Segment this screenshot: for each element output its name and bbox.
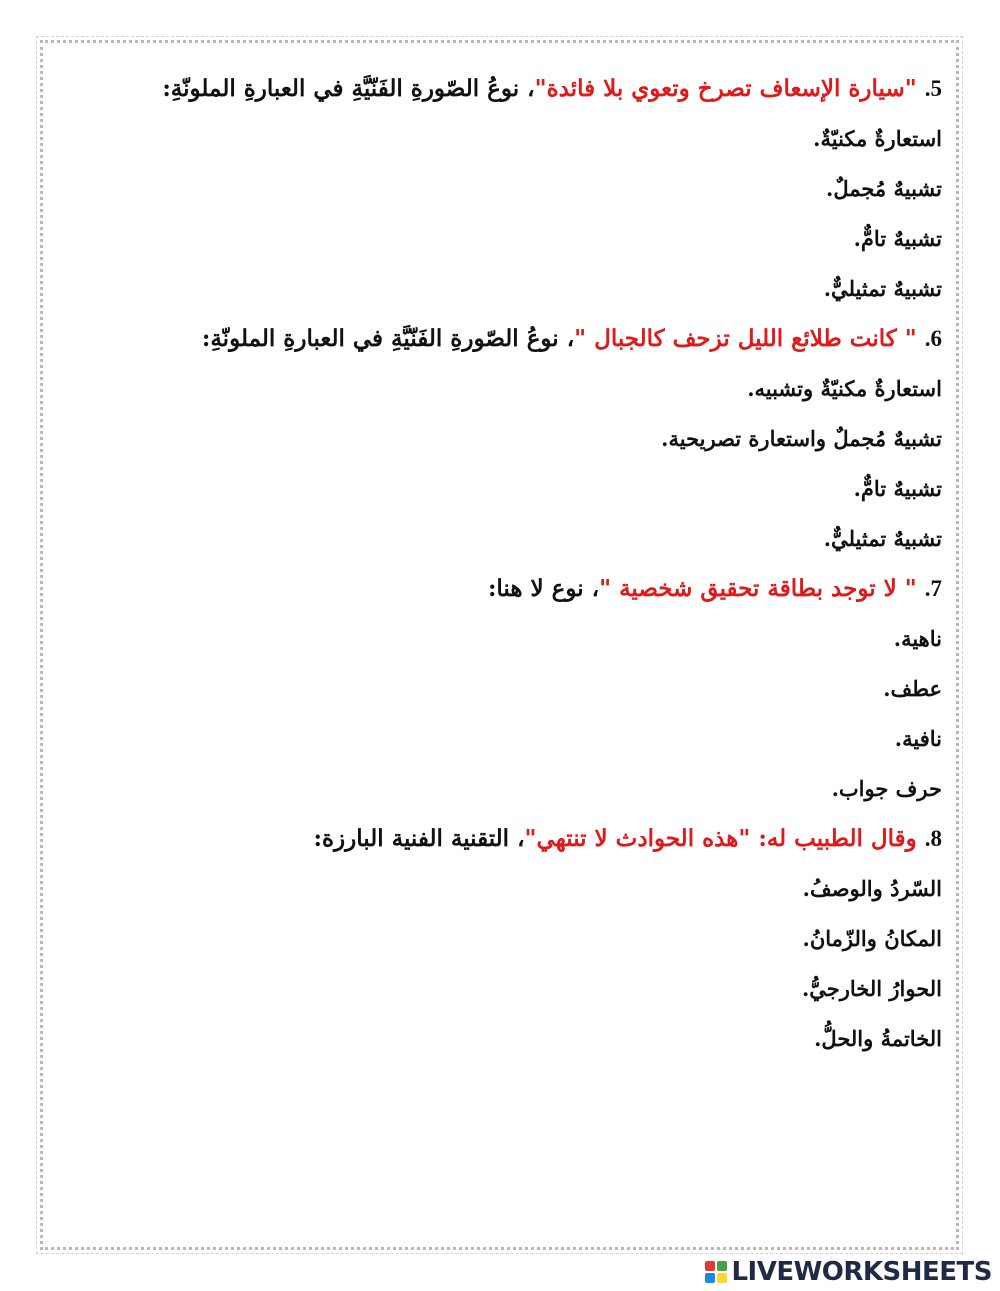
logo-text-live: LIVE <box>731 1257 794 1287</box>
answer-option[interactable]: نافية. <box>894 726 942 751</box>
answer-option[interactable]: تشبيهٌ مُجملٌ واستعارة تصريحية. <box>661 426 942 451</box>
answer-option[interactable]: المكانُ والزّمانُ. <box>802 926 942 951</box>
answer-option[interactable]: تشبيهٌ تمثيليٌّ. <box>823 526 942 551</box>
question-text: ، التقنية الفنية البارزة: <box>313 825 525 852</box>
answer-option[interactable]: حرف جواب. <box>831 776 942 801</box>
logo-square <box>717 1273 727 1283</box>
answer-option[interactable]: تشبيهٌ تامٌّ. <box>853 226 942 251</box>
answer-option[interactable]: الخاتمةُ والحلُّ. <box>814 1026 942 1051</box>
question-number: 8. <box>924 826 942 851</box>
answer-option[interactable]: تشبيهٌ تمثيليٌّ. <box>823 276 942 301</box>
answer-option[interactable]: تشبيهٌ تامٌّ. <box>853 476 942 501</box>
question-text: ، نوع لا هنا: <box>487 575 600 602</box>
question-number: 5. <box>924 76 942 101</box>
answer-option[interactable]: استعارةٌ مكنيّةٌ وتشبيه. <box>747 376 942 401</box>
question-6 <box>60 314 942 364</box>
question-highlight: وقال الطبيب له: "هذه الحوادث لا تنتهي" <box>524 825 917 852</box>
answer-option[interactable]: السّردُ والوصفُ. <box>802 876 942 901</box>
answer-option[interactable]: استعارةٌ مكنيّةٌ. <box>813 126 942 151</box>
logo-square <box>705 1273 715 1283</box>
logo-square <box>717 1261 727 1271</box>
logo-text-worksheets: WORKSHEETS <box>793 1257 992 1287</box>
question-highlight: " كانت طلائع الليل تزحف كالجبال " <box>574 325 917 352</box>
question-7 <box>60 564 942 614</box>
logo-square <box>705 1261 715 1271</box>
question-text: ، نوعُ الصّورةِ الفَنّيَّةِ في العبارةِ الملونّةِ: <box>162 75 535 102</box>
question-number: 7. <box>924 576 942 601</box>
question-highlight: " لا توجد بطاقة تحقيق شخصية " <box>599 575 917 602</box>
liveworksheets-logo[interactable] <box>705 1256 992 1288</box>
answer-option[interactable]: الحوارُ الخارجيُّ. <box>801 976 942 1001</box>
liveworksheets-logo-icon <box>705 1261 727 1283</box>
question-5 <box>60 64 942 114</box>
question-8 <box>60 814 942 864</box>
answer-option[interactable]: ناهية. <box>893 626 942 651</box>
question-highlight: "سيارة الإسعاف تصرخ وتعوي بلا فائدة" <box>534 75 917 102</box>
worksheet-content <box>60 64 942 1064</box>
question-text: ، نوعُ الصّورةِ الفَنّيَّةِ في العبارةِ الملونّةِ: <box>201 325 575 352</box>
answer-option[interactable]: عطف. <box>883 676 942 701</box>
question-number: 6. <box>924 326 942 351</box>
answer-option[interactable]: تشبيهٌ مُجملٌ. <box>826 176 942 201</box>
